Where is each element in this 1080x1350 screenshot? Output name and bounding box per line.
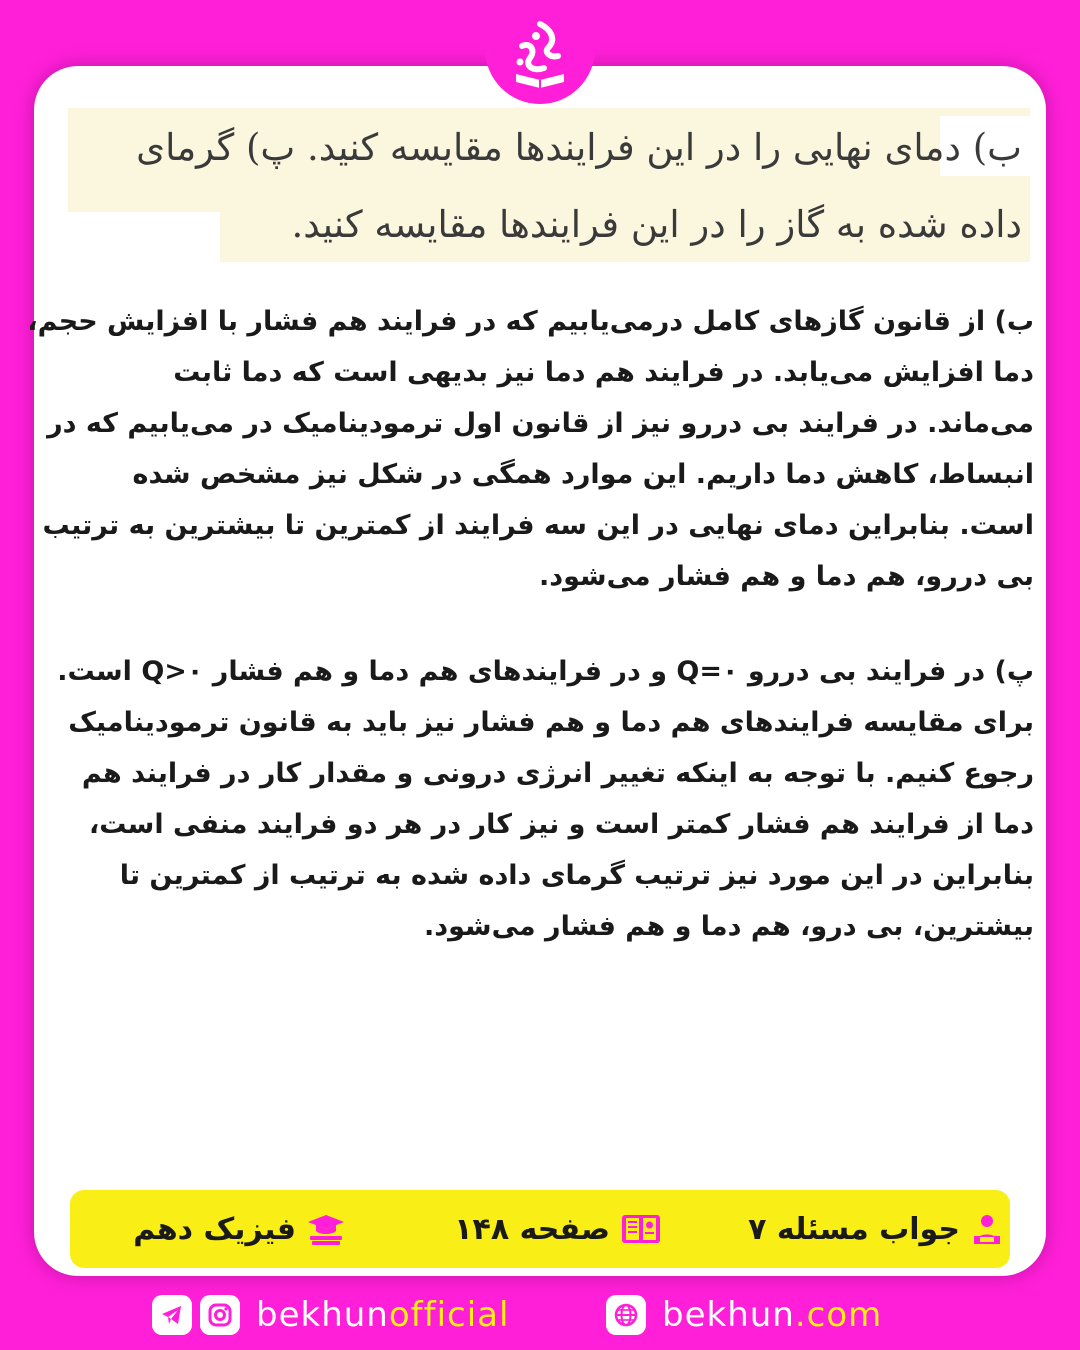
social-instagram-telegram[interactable] [152,1292,509,1338]
info-bar [70,1190,1010,1268]
bekhun-logo-icon [485,8,595,104]
answer-number-label: جواب مسئله ۷ [748,1211,960,1247]
telegram-icon[interactable] [152,1295,192,1335]
page-number-label: صفحه ۱۴۸ [454,1211,610,1247]
subject [133,1190,346,1268]
instagram-icon[interactable] [200,1295,240,1335]
social-handle[interactable] [256,1295,509,1335]
answer-line: دما از فرایند هم فشار کمتر است و نیز کار در هر دو فرایند منفی است، [88,809,1034,840]
question-excerpt [68,108,1030,262]
page-number [454,1190,662,1268]
graduation-cap-icon [306,1212,346,1246]
answer-part-b [27,296,1034,602]
answer-line: می‌ماند. در فرایند بی دررو نیز از قانون اول ترمودینامیک در می‌یابیم که در [47,408,1034,439]
handle-main: bekhun [256,1295,389,1335]
question-mask-bottom [68,212,220,262]
globe-icon[interactable] [606,1295,646,1335]
handle-accent: official [388,1295,510,1335]
site-accent: .com [794,1295,883,1335]
answer-line: دما افزایش می‌یابد. در فرایند هم دما نیز بدیهی است که دما ثابت [173,357,1034,388]
answer-line: است. بنابراین دمای نهایی در این سه فرایند از کمترین تا بیشترین به ترتیب [42,510,1034,541]
subject-label: فیزیک دهم [133,1211,296,1247]
social-website[interactable] [606,1292,882,1338]
book-icon [620,1212,662,1246]
answer-number [748,1190,1004,1268]
answer-part-p [52,646,1034,952]
teacher-icon [970,1212,1004,1246]
answer-line: برای مقایسه فرایندهای هم دما و هم فشار نیز باید به قانون ترمودینامیک [68,707,1034,738]
website-link[interactable] [662,1295,882,1335]
answer-line: بی دررو، هم دما و هم فشار می‌شود. [539,561,1034,592]
answer-line: پ) در فرایند بی دررو Q=۰ و در فرایندهای هم دما و هم فشار Q>۰ است. [57,656,1034,687]
question-line: ب) دمای نهایی را در این فرایندها مقایسه کنید. پ) گرمای [136,126,1022,169]
answer-line: بنابراین در این مورد نیز ترتیب گرمای داده شده به ترتیب از کمترین تا [119,860,1034,891]
answer-line: انبساط، کاهش دما داریم. این موارد همگی در شکل نیز مشخص شده [132,459,1034,490]
answer-line: بیشترین، بی درو، هم دما و هم فشار می‌شود. [424,911,1034,942]
answer-line: ب) از قانون گازهای کامل درمی‌یابیم که در فرایند هم فشار با افزایش حجم، [27,306,1034,337]
answer-line: رجوع کنیم. با توجه به اینکه تغییر انرژی درونی و مقدار کار در فرایند هم [81,758,1034,789]
site-main: bekhun [662,1295,795,1335]
question-line: داده شده به گاز را در این فرایندها مقایسه کنید. [291,203,1022,246]
